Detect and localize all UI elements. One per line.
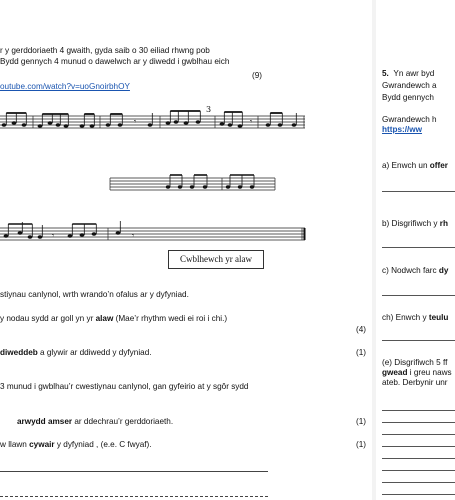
q-number: 5. [382, 69, 389, 78]
svg-text:𝄾: 𝄾 [132, 231, 135, 240]
qch-keyword: teulu [428, 313, 449, 322]
question-time-signature [17, 416, 173, 427]
question-cadence [0, 347, 152, 358]
answer-line-e-5[interactable] [382, 458, 455, 459]
answer-line-partial[interactable] [0, 496, 268, 497]
question-c [382, 266, 448, 276]
question-e-line-1: (e) Disgrifiwch 5 ff [382, 358, 448, 367]
question-e-line-2 [382, 368, 452, 378]
intro-marks: (9) [252, 71, 263, 80]
qe-keyword: gwead [382, 368, 408, 377]
question-a [382, 161, 448, 171]
questions-intro: stiynau canlynol, wrth wrando’n ofalus ar y dyfyniad. [0, 290, 189, 299]
qa-keyword: offer [429, 161, 448, 170]
q1-marks: (4) [355, 325, 366, 334]
q5-keyword: cywair [29, 440, 55, 449]
score-intro: 3 munud i gwblhau’r cwestiynau canlynol, gan gyfeirio at y sgôr sydd [0, 382, 249, 391]
q4-text: ar ddechrau’r gerddoriaeth. [72, 417, 174, 426]
answer-line-c[interactable] [382, 295, 455, 296]
q1-keyword: alaw [95, 314, 114, 323]
qc-text: c) Nodwch farc [382, 266, 439, 275]
question-ch [382, 313, 448, 323]
q5-text: w llawn [0, 440, 30, 449]
answer-line-e-1[interactable] [382, 410, 455, 411]
q2-keyword: diweddeb [0, 348, 38, 357]
q5-line-1: Yn awr byd [393, 69, 435, 78]
right-link[interactable]: https://ww [382, 125, 423, 134]
answer-line-e-2[interactable] [382, 422, 455, 423]
qb-text: b) Disgrifiwch y [382, 219, 440, 228]
qa-text: a) Enwch un [382, 161, 430, 170]
answer-line-e-7[interactable] [382, 482, 455, 483]
answer-line-a[interactable] [382, 191, 455, 192]
answer-line[interactable] [0, 471, 268, 472]
question-e-line-3: ateb. Derbynir unr [382, 378, 448, 387]
q2-marks: (1) [355, 348, 366, 357]
qe-text: i greu naws [407, 368, 452, 377]
q2-text: a glywir ar ddiwedd y dyfyniad. [37, 348, 152, 357]
youtube-link[interactable]: outube.com/watch?v=uoGnoirbhOY [0, 82, 130, 91]
intro-line-1: r y gerddoriaeth 4 gwaith, gyda saib o 30 eiliad rhwng pob [0, 46, 210, 55]
q5-text-end: y dyfyniad , (e.e. C fwyaf). [54, 440, 152, 449]
answer-line-ch[interactable] [382, 340, 455, 341]
question-5 [382, 69, 434, 79]
intro-line-2: Bydd gennych 4 munud o dawelwch ar y diwedd i gwblhau eich [0, 57, 230, 66]
question-key [0, 439, 152, 450]
svg-text:𝄾: 𝄾 [250, 117, 253, 126]
q5-line-3: Bydd gennych [382, 93, 434, 102]
q4-keyword: arwydd amser [17, 417, 73, 426]
music-staff-2 [0, 172, 372, 202]
music-staff-1 [0, 104, 372, 144]
q5-line-2: Gwrandewch a [382, 81, 437, 90]
complete-melody-box: Cwblhewch yr alaw [168, 250, 264, 269]
worksheet-page-right [376, 0, 455, 500]
question-melody [0, 313, 227, 324]
q1-text-end: (Mae’r rhythm wedi ei roi i chi.) [113, 314, 228, 323]
qch-text: ch) Enwch y [382, 313, 429, 322]
music-staff-3 [0, 212, 372, 252]
svg-text:3: 3 [206, 105, 212, 114]
answer-line-e-3[interactable] [382, 434, 455, 435]
q4-marks: (1) [355, 417, 366, 426]
answer-line-b[interactable] [382, 247, 455, 248]
q5-marks: (1) [355, 440, 366, 449]
answer-line-e-4[interactable] [382, 446, 455, 447]
q5-line-4: Gwrandewch h [382, 115, 437, 124]
q1-text: y nodau sydd ar goll yn yr [0, 314, 96, 323]
qc-keyword: dy [438, 266, 449, 275]
qb-keyword: rh [439, 219, 448, 228]
answer-line-e-6[interactable] [382, 470, 455, 471]
answer-line-e-8[interactable] [382, 494, 455, 495]
svg-text:𝄾: 𝄾 [52, 231, 55, 240]
svg-text:𝄾: 𝄾 [134, 117, 137, 126]
question-b [382, 219, 448, 229]
